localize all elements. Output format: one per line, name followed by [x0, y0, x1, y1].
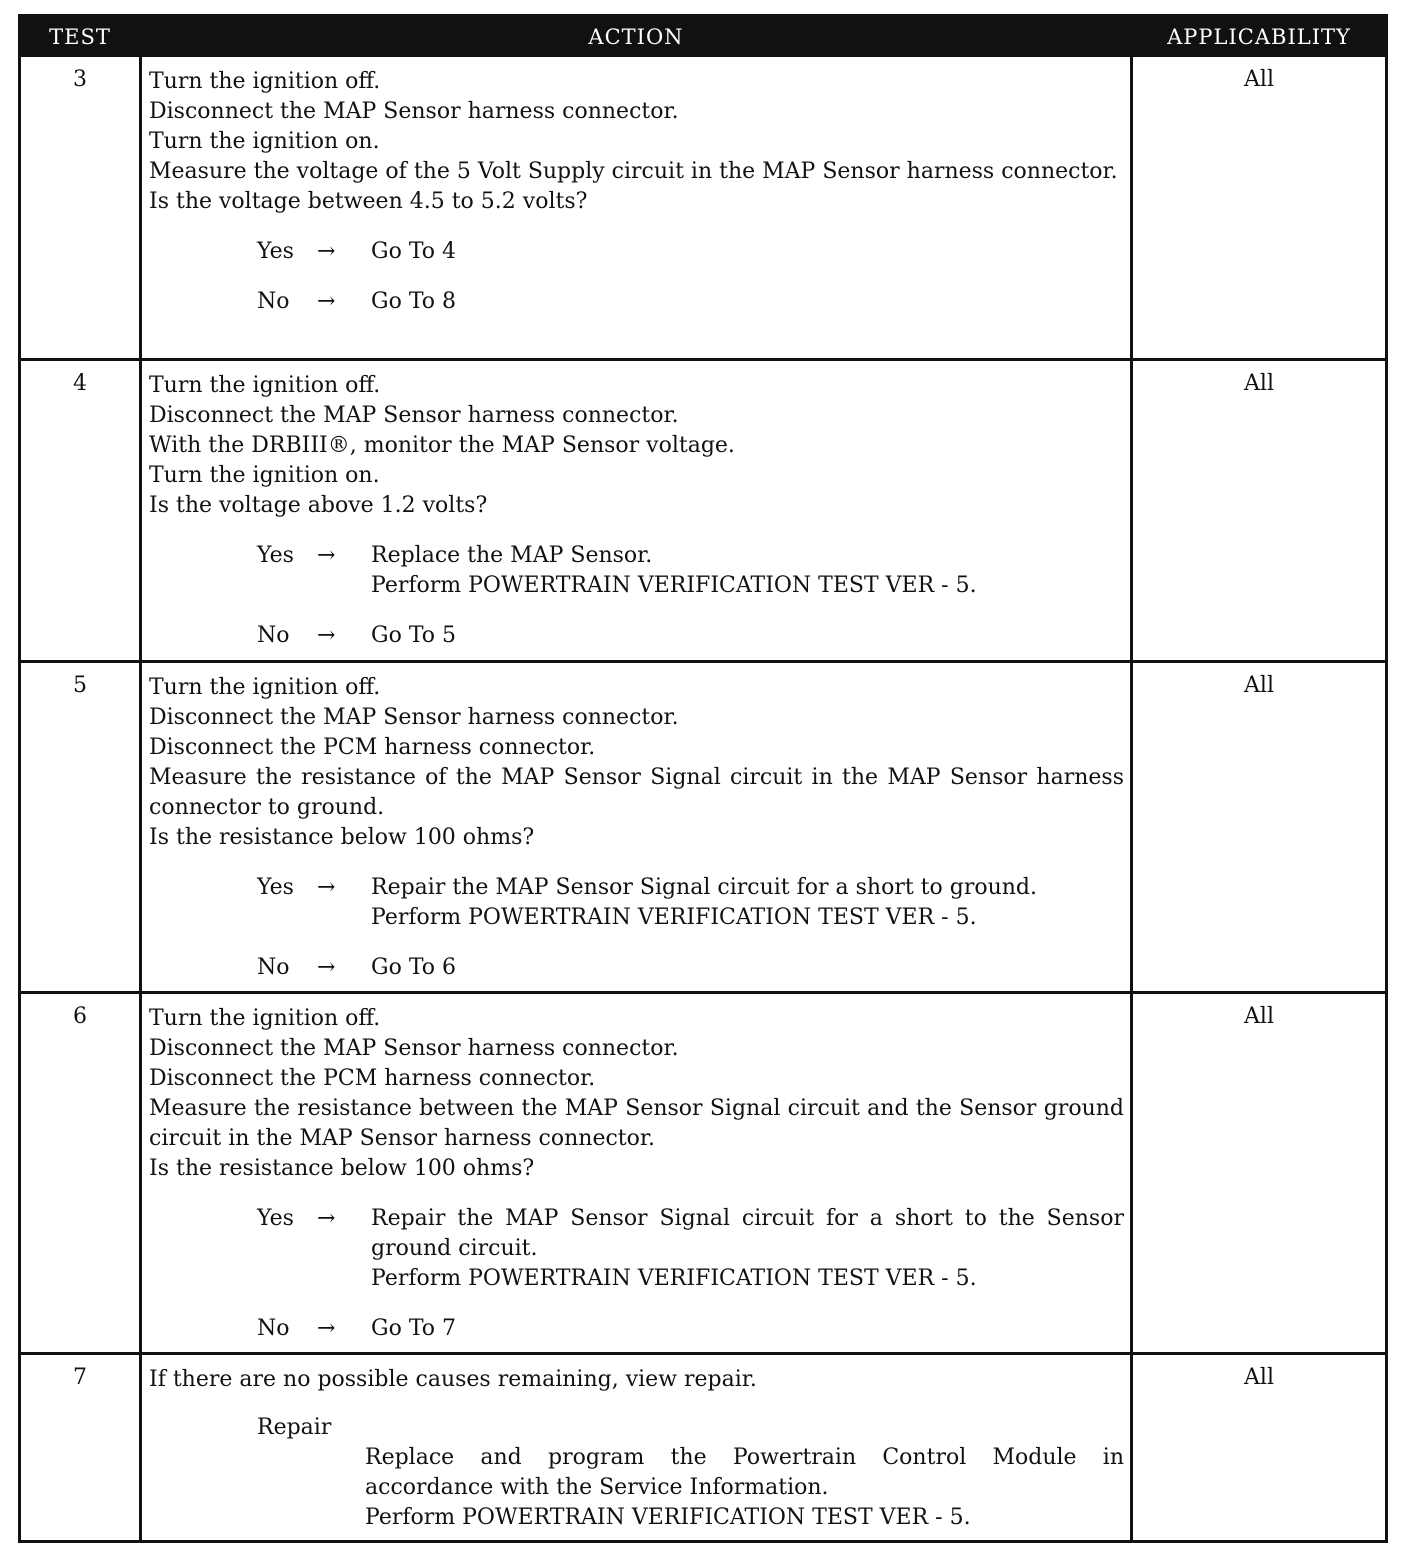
- repair-body: [365, 1443, 1124, 1533]
- table-row: [21, 1352, 1385, 1540]
- applicability-cell: All: [1244, 1004, 1274, 1029]
- action-step: Disconnect the MAP Sensor harness connector.: [149, 99, 679, 124]
- answer-text: Go To 6: [371, 955, 457, 980]
- action-step: Disconnect the MAP Sensor harness connector.: [149, 705, 679, 730]
- action-step: Measure the resistance of the MAP Sensor Signal circuit in the MAP Sensor harness connector to ground.: [149, 765, 1124, 820]
- action-cell: [149, 673, 1124, 983]
- action-step: Is the resistance below 100 ohms?: [149, 825, 535, 850]
- table-header: [21, 17, 1385, 57]
- arrow-icon: →: [317, 623, 336, 648]
- table-row: [21, 660, 1385, 991]
- answer-label: No: [257, 289, 290, 314]
- action-step: Is the voltage above 1.2 volts?: [149, 493, 488, 518]
- answer-label: No: [257, 1316, 290, 1341]
- test-number: 3: [73, 67, 87, 92]
- action-step: Turn the ignition on.: [149, 463, 380, 488]
- applicability-cell: All: [1244, 371, 1274, 396]
- action-step: Turn the ignition on.: [149, 129, 380, 154]
- answer-body: [371, 621, 1124, 651]
- answer-yes: [149, 873, 1124, 933]
- answer-text: Repair the MAP Sensor Signal circuit for a short to ground.: [371, 875, 1038, 900]
- repair-text: Perform POWERTRAIN VERIFICATION TEST VER - 5.: [365, 1505, 971, 1530]
- answer-text: Perform POWERTRAIN VERIFICATION TEST VER - 5.: [371, 1266, 977, 1291]
- action-step: Disconnect the PCM harness connector.: [149, 735, 596, 760]
- action-step: Is the voltage between 4.5 to 5.2 volts?: [149, 189, 588, 214]
- answer-yes: [149, 1204, 1124, 1294]
- answer-label: Yes: [257, 1206, 294, 1231]
- answer-text: Perform POWERTRAIN VERIFICATION TEST VER - 5.: [371, 573, 977, 598]
- arrow-icon: →: [317, 1316, 336, 1341]
- answer-body: [371, 237, 1124, 267]
- answer-label: Yes: [257, 875, 294, 900]
- arrow-icon: →: [317, 239, 336, 264]
- repair-text: Replace and program the Powertrain Control Module in accordance with the Service Information.: [365, 1445, 1124, 1500]
- action-step: Disconnect the MAP Sensor harness connector.: [149, 403, 679, 428]
- arrow-icon: →: [317, 289, 336, 314]
- action-cell: [149, 1365, 1124, 1533]
- answer-no: [149, 1314, 1124, 1344]
- answer-body: [371, 873, 1124, 933]
- action-step: Measure the voltage of the 5 Volt Supply circuit in the MAP Sensor harness connector.: [149, 159, 1118, 184]
- answer-body: [371, 541, 1124, 601]
- arrow-icon: →: [317, 875, 336, 900]
- applicability-cell: All: [1244, 1365, 1274, 1390]
- test-number: 4: [73, 371, 87, 396]
- table-row: [21, 358, 1385, 660]
- header-test: TEST: [49, 25, 111, 49]
- applicability-cell: All: [1244, 67, 1274, 92]
- answer-body: [371, 953, 1124, 983]
- answer-label: No: [257, 955, 290, 980]
- action-step: Turn the ignition off.: [149, 1006, 381, 1031]
- action-step: Turn the ignition off.: [149, 675, 381, 700]
- answer-text: Repair the MAP Sensor Signal circuit for a short to the Sensor ground circuit.: [371, 1206, 1124, 1261]
- answer-label: Yes: [257, 239, 294, 264]
- action-cell: [149, 1004, 1124, 1344]
- header-action: ACTION: [588, 25, 684, 49]
- action-cell: [149, 67, 1124, 317]
- test-number: 6: [73, 1004, 87, 1029]
- table-row: [21, 57, 1385, 358]
- test-number: 5: [73, 673, 87, 698]
- action-step: If there are no possible causes remaining, view repair.: [149, 1367, 757, 1392]
- answer-body: [371, 1204, 1124, 1294]
- repair-label: Repair: [257, 1415, 332, 1440]
- answer-label: Yes: [257, 543, 294, 568]
- action-cell: [149, 371, 1124, 651]
- diagnostic-table: [18, 14, 1388, 1543]
- action-step: Disconnect the PCM harness connector.: [149, 1066, 596, 1091]
- action-step: Turn the ignition off.: [149, 373, 381, 398]
- answer-no: [149, 621, 1124, 651]
- arrow-icon: →: [317, 1206, 336, 1231]
- arrow-icon: →: [317, 955, 336, 980]
- header-applicability: APPLICABILITY: [1167, 25, 1351, 49]
- answer-yes: [149, 541, 1124, 601]
- arrow-icon: →: [317, 543, 336, 568]
- action-step: Turn the ignition off.: [149, 69, 381, 94]
- answer-no: [149, 953, 1124, 983]
- answer-text: Go To 7: [371, 1316, 457, 1341]
- test-number: 7: [73, 1365, 87, 1390]
- action-step: Measure the resistance between the MAP Sensor Signal circuit and the Sensor ground circuit in the MAP Sensor harness connector.: [149, 1096, 1124, 1151]
- action-step: With the DRBIII®, monitor the MAP Sensor voltage.: [149, 433, 735, 458]
- answer-yes: [149, 237, 1124, 267]
- table-row: [21, 991, 1385, 1352]
- answer-text: Go To 8: [371, 289, 457, 314]
- answer-no: [149, 287, 1124, 317]
- action-step: Is the resistance below 100 ohms?: [149, 1156, 535, 1181]
- answer-text: Replace the MAP Sensor.: [371, 543, 653, 568]
- answer-text: Go To 4: [371, 239, 457, 264]
- answer-body: [371, 287, 1124, 317]
- action-step: Disconnect the MAP Sensor harness connector.: [149, 1036, 679, 1061]
- answer-text: Go To 5: [371, 623, 457, 648]
- answer-label: No: [257, 623, 290, 648]
- answer-body: [371, 1314, 1124, 1344]
- answer-text: Perform POWERTRAIN VERIFICATION TEST VER - 5.: [371, 905, 977, 930]
- applicability-cell: All: [1244, 673, 1274, 698]
